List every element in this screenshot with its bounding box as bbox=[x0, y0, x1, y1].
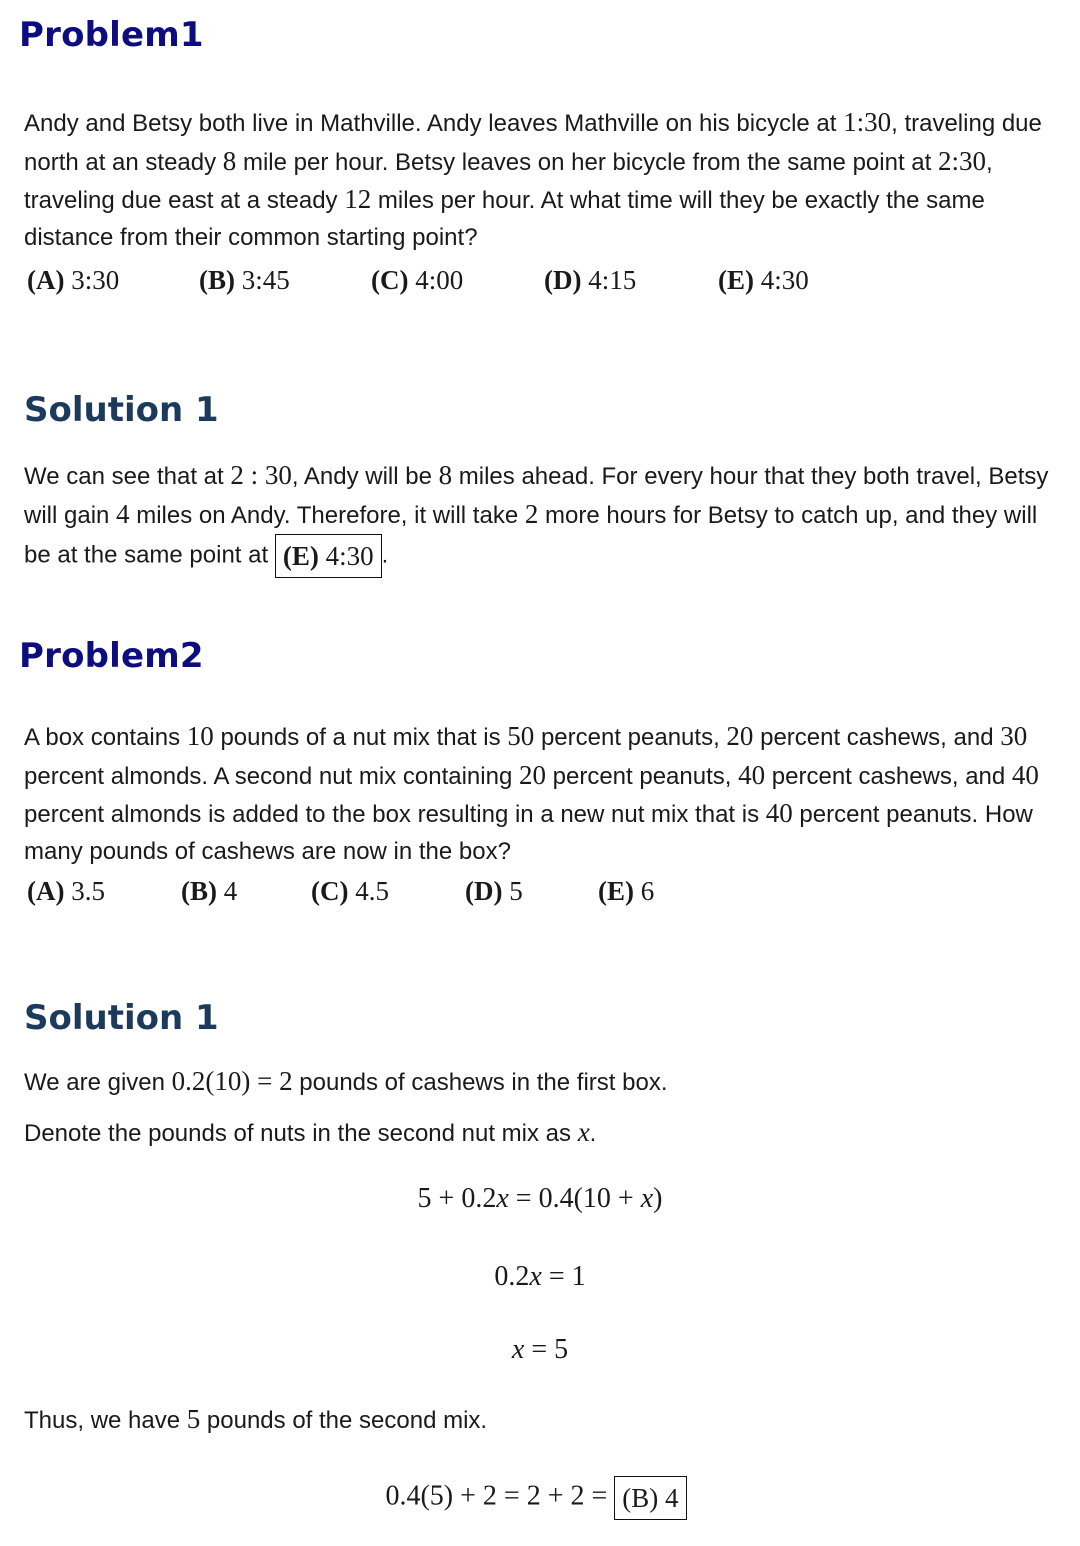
problem-2-text: A box contains 10 pounds of a nut mix that is 50 percent peanuts, 20 percent cashews, and 30 percent almonds. A second nut mix containing 20 percent peanuts, 40 percent cashews, and 40 percent almonds is added to the box resulting in a new nut mix that is 40 percent peanuts. How many pounds of cashews are now in the box? bbox=[24, 721, 1039, 865]
choice-d: (D) 4:15 bbox=[544, 265, 637, 295]
choice-a: (A) 3.5 bbox=[27, 876, 105, 906]
choice-b: (B) 3:45 bbox=[199, 265, 290, 295]
choice-c: (C) 4.5 bbox=[311, 876, 389, 906]
solution-2-answer-box: (B) 4 bbox=[614, 1476, 686, 1520]
choice-c: (C) 4:00 bbox=[371, 265, 464, 295]
choice-e: (E) 4:30 bbox=[718, 265, 809, 295]
problem-1-choices bbox=[27, 265, 809, 296]
solution-1-text: We can see that at 2 : 30, Andy will be 8 miles ahead. For every hour that they both travel, Betsy will gain 4 miles on Andy. Therefore, it will take 2 more hours for Betsy to catch up, and they will be at the same point at (E) 4:30 . bbox=[24, 457, 1069, 578]
solution-2-line-2: Denote the pounds of nuts in the second nut mix as x. bbox=[24, 1117, 597, 1147]
problem-1-text: Andy and Betsy both live in Mathville. Andy leaves Mathville on his bicycle at 1:30, traveling due north at an steady 8 mile per hour. Betsy leaves on her bicycle from the same point at 2:30, traveling due east at a steady 12 miles per hour. At what time will they be exactly the same distance from their common starting point? bbox=[24, 107, 1042, 251]
equation-2: 0.2x = 1 bbox=[494, 1261, 586, 1292]
solution-2-line-3: Thus, we have 5 pounds of the second mix. bbox=[24, 1404, 488, 1434]
choice-a: (A) 3:30 bbox=[27, 265, 120, 295]
solution-2-title: Solution 1 bbox=[24, 998, 219, 1038]
problem-1-title: Problem1 bbox=[19, 15, 204, 55]
solution-2-line-1: We are given 0.2(10) = 2 pounds of cashews in the first box. bbox=[24, 1066, 668, 1096]
equation-3: x = 5 bbox=[511, 1334, 569, 1365]
choice-b: (B) 4 bbox=[181, 876, 238, 906]
problem-2-choices bbox=[27, 876, 654, 907]
choice-e: (E) 6 bbox=[598, 876, 655, 906]
solution-1-title: Solution 1 bbox=[24, 390, 219, 430]
equation-1: 5 + 0.2x = 0.4(10 + x) bbox=[417, 1183, 663, 1214]
final-equation: 0.4(5) + 2 = 2 + 2 = (B) 4 bbox=[0, 1476, 1076, 1520]
solution-1-answer-box: (E) 4:30 bbox=[275, 534, 382, 578]
problem-2-title: Problem2 bbox=[19, 636, 204, 676]
choice-d: (D) 5 bbox=[465, 876, 523, 906]
